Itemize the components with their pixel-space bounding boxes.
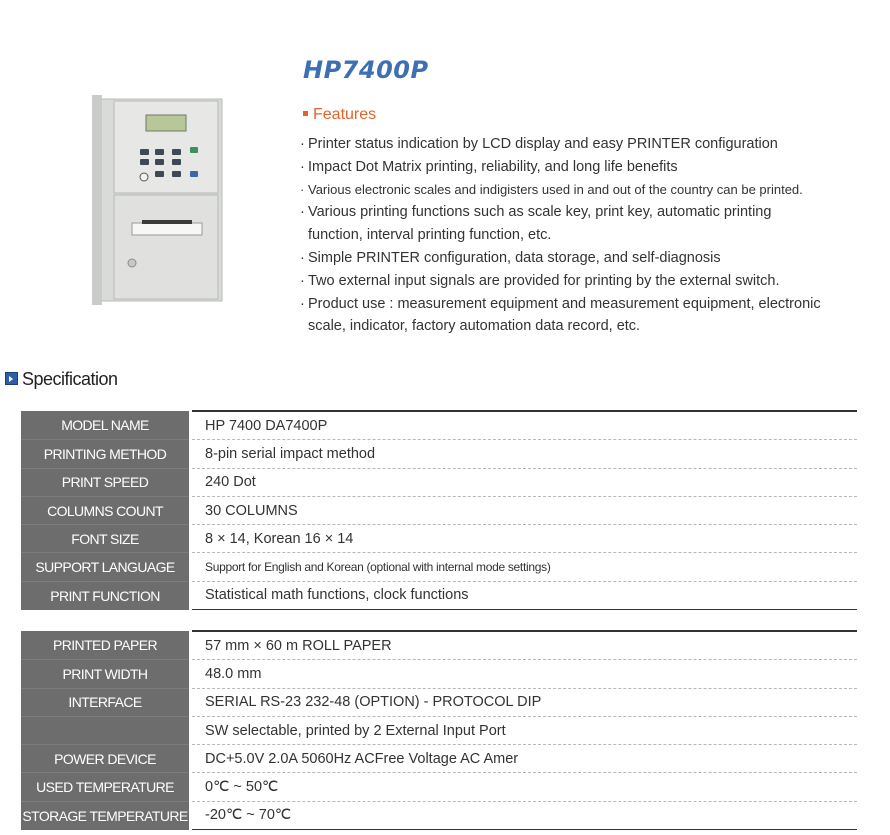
table-row [21,688,857,716]
row-value: DC+5.0V 2.0A 5060Hz ACFree Voltage AC Amer [192,745,857,773]
row-value: 8-pin serial impact method [192,440,857,468]
row-label: SUPPORT LANGUAGE [21,553,189,581]
row-label: USED TEMPERATURE [21,773,189,801]
table-row [21,581,857,609]
row-value: 8 × 14, Korean 16 × 14 [192,525,857,553]
table-row [21,745,857,773]
features-heading [303,106,376,124]
feature-item: · Printer status indication by LCD display and easy PRINTER configuration [300,136,778,152]
product-title: HP7400P [303,56,429,84]
printer-product-image [92,95,232,305]
specification-heading-text: Specification [22,369,118,389]
feature-item: · Various printing functions such as scale key, print key, automatic printing [300,204,772,221]
row-value: SW selectable, printed by 2 External Input Port [192,716,857,744]
row-value: 30 COLUMNS [192,496,857,524]
features-list [300,133,870,338]
feature-item: · Impact Dot Matrix printing, reliability, and long life benefits [300,158,678,175]
feature-item: · Two external input signals are provided for printing by the external switch. [300,272,780,289]
row-label: PRINTED PAPER [21,631,189,660]
row-label: STORAGE TEMPERATURE [21,801,189,829]
table-row [21,716,857,744]
table-row [21,411,857,440]
row-value: 57 mm × 60 m ROLL PAPER [192,631,857,660]
row-label: PRINT WIDTH [21,660,189,688]
table-row [21,660,857,688]
table-row [21,468,857,496]
row-value: Statistical math functions, clock functions [192,581,857,609]
row-label: MODEL NAME [21,411,189,440]
feature-item: · Various electronic scales and indigisters used in and out of the country can be printed. [300,181,803,197]
row-value: 240 Dot [192,468,857,496]
table-row [21,496,857,524]
specification-heading [5,369,118,390]
table-row [21,631,857,660]
row-value: 0℃ ~ 50℃ [192,773,857,801]
table-row [21,525,857,553]
row-value: HP 7400 DA7400P [192,411,857,440]
feature-item: · Product use : measurement equipment and measurement equipment, electronic [300,295,821,312]
feature-item: · Simple PRINTER configuration, data storage, and self-diagnosis [300,249,721,266]
spec-table-2 [21,630,857,830]
row-label: INTERFACE [21,688,189,716]
table-row [21,440,857,468]
row-label: PRINT FUNCTION [21,581,189,609]
row-label [21,716,189,744]
row-value: Support for English and Korean (optional with internal mode settings) [192,553,857,581]
row-label: PRINT SPEED [21,468,189,496]
arrow-box-icon [5,372,18,385]
row-label: COLUMNS COUNT [21,496,189,524]
feature-item-continued: function, interval printing function, etc. [308,227,552,244]
row-value: SERIAL RS-23 232-48 (OPTION) - PROTOCOL DIP [192,688,857,716]
table-row [21,553,857,581]
row-label: PRINTING METHOD [21,440,189,468]
row-label: FONT SIZE [21,525,189,553]
row-label: POWER DEVICE [21,745,189,773]
row-value: 48.0 mm [192,660,857,688]
table-row [21,773,857,801]
bullet-icon [303,111,308,116]
spec-table-1 [21,410,857,610]
features-heading-text: Features [313,106,377,123]
row-value: -20℃ ~ 70℃ [192,801,857,829]
table-row [21,801,857,829]
feature-item-continued: scale, indicator, factory automation data record, etc. [308,318,641,335]
